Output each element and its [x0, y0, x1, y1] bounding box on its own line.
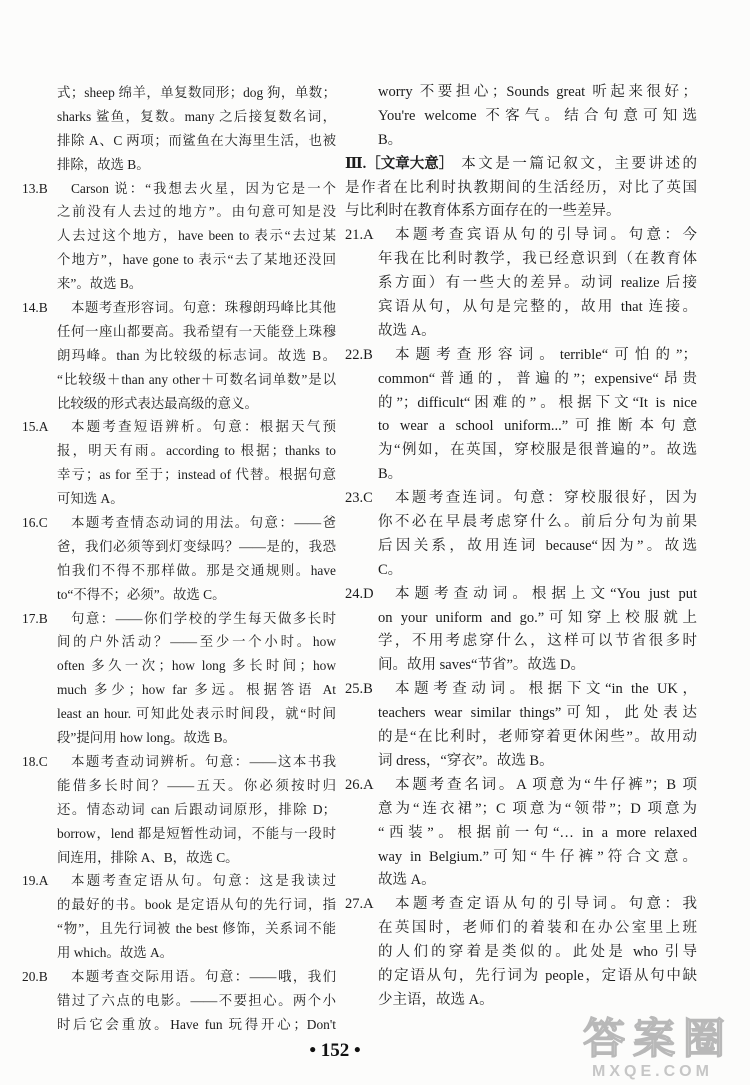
- answer-line: 任何一座山都要高。我希望有一天能登上珠穆: [57, 323, 336, 339]
- answer-line: 用 which。故选 A。: [57, 945, 174, 961]
- answer-text: 本题考查动词辨析。句意：——这本书我: [71, 753, 336, 769]
- answer-item: [22, 750, 336, 869]
- answer-line: 间的户外活动？——至少一个小时。how: [57, 634, 336, 650]
- continued-text: [22, 81, 336, 177]
- answer-label: 24.D: [345, 585, 374, 602]
- answer-label: 14.B: [22, 300, 48, 316]
- answer-item: [22, 296, 336, 415]
- answer-line: 比较级的形式表达最高级的意义。: [57, 395, 258, 411]
- answer-text: 本题考查交际用语。句意：——哦，我们: [71, 968, 336, 984]
- answer-line: 能借多长时间？——五天。你必须按时归: [57, 777, 336, 793]
- answer-item: [22, 607, 336, 750]
- answer-line: 错过了六点的电影。——不要担心。两个小: [57, 992, 336, 1008]
- answer-line: 时后它会重放。Have fun 玩得开心；Don't: [57, 1016, 336, 1032]
- article-summary: [345, 153, 697, 225]
- answer-line: 段”提问用 how long。故选 B。: [57, 730, 236, 746]
- answer-first-line: [345, 774, 697, 798]
- answer-line: “比较级＋than any other＋可数名词单数”是以: [57, 371, 336, 387]
- answer-line: 报，明天有雨。according to 根据；thanks to: [57, 443, 336, 459]
- answer-line: 后因关系，故用连词 because“因为”。故选: [378, 537, 697, 554]
- answer-line: 可知选 A。: [57, 491, 124, 507]
- answer-line: way in Belgium.”可知“牛仔裤”符合文意。: [378, 848, 697, 865]
- answer-line: 朗玛峰。than 为比较级的标志词。故选 B。: [57, 347, 336, 363]
- section-number: Ⅲ.: [345, 155, 367, 172]
- text-line: sharks 鲨鱼，复数。many 之后接复数名词，: [57, 108, 336, 124]
- summary-line: 与比利时在教育体系方面存在的一些差异。: [345, 203, 621, 220]
- answer-item: [345, 583, 697, 679]
- answer-line: on your uniform and go.”可知穿上校服就上: [378, 609, 697, 626]
- summary-text: 本文是一篇记叙文，主要讲述的: [461, 155, 697, 172]
- answer-line: borrow，lend 都是短暂性动词，不能与一段时: [57, 825, 336, 841]
- answer-line: 幸亏；as for 至于；instead of 代替。根据句意: [57, 467, 336, 483]
- answer-first-line: [22, 965, 336, 989]
- answer-first-line: [345, 678, 697, 702]
- answer-text: 本题考查宾语从句的引导词。句意：今: [395, 227, 697, 244]
- summary-first-line: [345, 153, 697, 177]
- answer-line: 的最好的书。book 是定语从句的先行词，指: [57, 897, 336, 913]
- answer-line: 学，不用考虑穿什么，这样可以节省很多时: [378, 633, 697, 650]
- answer-text: 本题考查短语辨析。句意：根据天气预: [71, 419, 336, 435]
- answer-label: 18.C: [22, 753, 48, 769]
- answer-line: 故选 A。: [378, 322, 436, 339]
- answer-label: 23.C: [345, 490, 373, 507]
- answer-line: 年我在比利时教学，我已经意识到（在教育体: [378, 251, 697, 268]
- answer-line: to wear a school uniform...”可推断本句意: [378, 418, 697, 435]
- answer-line: 怕我们不得不那样做。那是交通规则。have: [57, 562, 336, 578]
- answer-first-line: [22, 511, 336, 535]
- answer-line: 你不必在早晨考虑穿什么。前后分句为前果: [378, 514, 697, 531]
- answer-first-line: [345, 893, 697, 917]
- answer-text: 本题考查定语从句。句意：这是我读过: [71, 873, 336, 889]
- answer-text: 本题考查情态动词的用法。句意：——爸: [71, 515, 336, 531]
- answer-label: 13.B: [22, 180, 48, 196]
- answer-text: 本题考查名词。A 项意为“牛仔裤”；B 项: [395, 776, 697, 793]
- text-line: 排除 A、C 两项；而鲨鱼在大海里生活，也被: [57, 132, 336, 148]
- answer-line: 故选 A。: [378, 872, 436, 889]
- answer-item: [345, 344, 697, 487]
- answer-text: 本题考查形容词。句意：珠穆朗玛峰比其他: [71, 300, 336, 316]
- answer-item: [22, 869, 336, 965]
- answer-item: [22, 511, 336, 607]
- answer-line: 系方面）有一些大的差异。动词 realize 后接: [378, 275, 697, 292]
- answer-line: 的”；difficult“困难的”。根据下文“It is nice: [378, 394, 697, 411]
- answer-item: [345, 487, 697, 583]
- page-number: • 152 •: [309, 1040, 361, 1061]
- answer-item: [345, 224, 697, 343]
- answer-line: to“不得不；必须”。故选 C。: [57, 586, 226, 602]
- answer-first-line: [22, 607, 336, 631]
- answer-first-line: [345, 344, 697, 368]
- answer-label: 22.B: [345, 346, 373, 363]
- answer-label: 26.A: [345, 776, 374, 793]
- answer-line: 来”。故选 B。: [57, 276, 143, 292]
- answer-line: 意为“连衣裙”；C 项意为“领带”；D 项意为: [378, 800, 697, 817]
- watermark-site: MXQE.COM: [592, 1063, 713, 1080]
- section-heading: ［文章大意］: [366, 155, 454, 172]
- answer-line: 在英国时，老师们的着装和在办公室里上班: [378, 920, 697, 937]
- answer-first-line: [22, 296, 336, 320]
- answer-text: 本题考查形容词。terrible“可怕的”；: [395, 346, 697, 363]
- answer-line: 的人们的穿着是类似的。此处是 who 引导: [378, 944, 697, 961]
- answer-line: 间。故用 saves“节省”。故选 D。: [378, 657, 585, 674]
- answer-line: least an hour. 可知此处表示时间段，就“时间: [57, 706, 336, 722]
- answer-line: 词 dress，“穿衣”。故选 B。: [378, 752, 554, 769]
- answer-first-line: [22, 415, 336, 439]
- answer-item: [22, 965, 336, 1037]
- answer-label: 27.A: [345, 896, 374, 913]
- answer-line: often 多久一次；how long 多长时间；how: [57, 658, 336, 674]
- answer-line: 的定语从句，先行词为 people，定语从句中缺: [378, 967, 697, 984]
- answer-first-line: [22, 869, 336, 893]
- answer-item: [345, 678, 697, 774]
- answer-text: 本题考查动词。根据下文“in the UK，: [395, 681, 697, 698]
- answer-label: 16.C: [22, 515, 48, 531]
- text-line: You're welcome 不客气。结合句意可知选: [378, 107, 697, 124]
- answer-line: C。: [378, 561, 403, 578]
- answer-text: Carson 说：“我想去火星，因为它是一个: [71, 180, 336, 196]
- answer-line: “物”，且先行词被 the best 修饰，关系词不能: [57, 921, 336, 937]
- left-column: [22, 81, 336, 1037]
- answer-item: [345, 774, 697, 893]
- answer-label: 17.B: [22, 610, 48, 626]
- answer-line: 人去过这个地方，have been to 表示“去过某: [57, 228, 336, 244]
- answer-line: much 多少；how far 多远。根据答语 At: [57, 682, 336, 698]
- answer-line: 个地方”，have gone to 表示“去了某地还没回: [57, 252, 336, 268]
- answer-first-line: [345, 487, 697, 511]
- answer-line: 之前没有人去过的地方”。由句意可知是没: [57, 204, 336, 220]
- answer-text: 本题考查动词。根据上文“You just put: [395, 585, 697, 602]
- answer-line: B。: [378, 466, 403, 483]
- answer-line: 间连用，排除 A、B，故选 C。: [57, 849, 239, 865]
- answer-label: 21.A: [345, 227, 374, 244]
- answer-item: [345, 893, 697, 1012]
- answer-line: 还。情态动词 can 后跟动词原形，排除 D；: [57, 801, 336, 817]
- right-column: [345, 81, 697, 1013]
- answer-first-line: [345, 224, 697, 248]
- answer-line: common“普通的，普遍的”；expensive“昂贵: [378, 370, 697, 387]
- answer-line: 爸，我们必须等到灯变绿吗？——是的，我恐: [57, 538, 336, 554]
- watermark-logo: 答案圈: [583, 1014, 734, 1063]
- answer-label: 20.B: [22, 968, 48, 984]
- answer-line: 为“例如，在英国，穿校服是很普遍的”。故选: [378, 442, 697, 459]
- answer-first-line: [345, 583, 697, 607]
- summary-line: 是作者在比利时执教期间的生活经历，对比了英国: [345, 179, 697, 196]
- answer-line: 宾语从句，从句是完整的，故用 that 连接。: [378, 299, 697, 316]
- answer-label: 19.A: [22, 873, 49, 889]
- answer-first-line: [22, 750, 336, 774]
- answer-item: [22, 415, 336, 511]
- answer-item: [22, 177, 336, 296]
- answer-line: 的是“在比利时，老师穿着更休闲些”。故用动: [378, 729, 697, 746]
- text-line: 式；sheep 绵羊，单复数同形；dog 狗，单数；: [57, 85, 336, 100]
- answer-first-line: [22, 177, 336, 201]
- answer-text: 本题考查定语从句的引导词。句意：我: [395, 896, 697, 913]
- answer-line: 少主语，故选 A。: [378, 991, 494, 1008]
- answer-line: teachers wear similar things”可知，此处表达: [378, 705, 697, 722]
- text-line: 排除，故选 B。: [57, 156, 150, 172]
- continued-text: [345, 81, 697, 153]
- answer-text: 句意：——你们学校的学生每天做多长时: [71, 610, 336, 626]
- text-line: B。: [378, 131, 403, 148]
- answer-label: 15.A: [22, 419, 49, 435]
- answer-line: “西装”。根据前一句“… in a more relaxed: [378, 824, 697, 841]
- answer-text: 本题考查连词。句意：穿校服很好，因为: [395, 490, 697, 507]
- text-line: worry 不要担心；Sounds great 听起来很好；: [378, 84, 697, 100]
- answer-label: 25.B: [345, 681, 373, 698]
